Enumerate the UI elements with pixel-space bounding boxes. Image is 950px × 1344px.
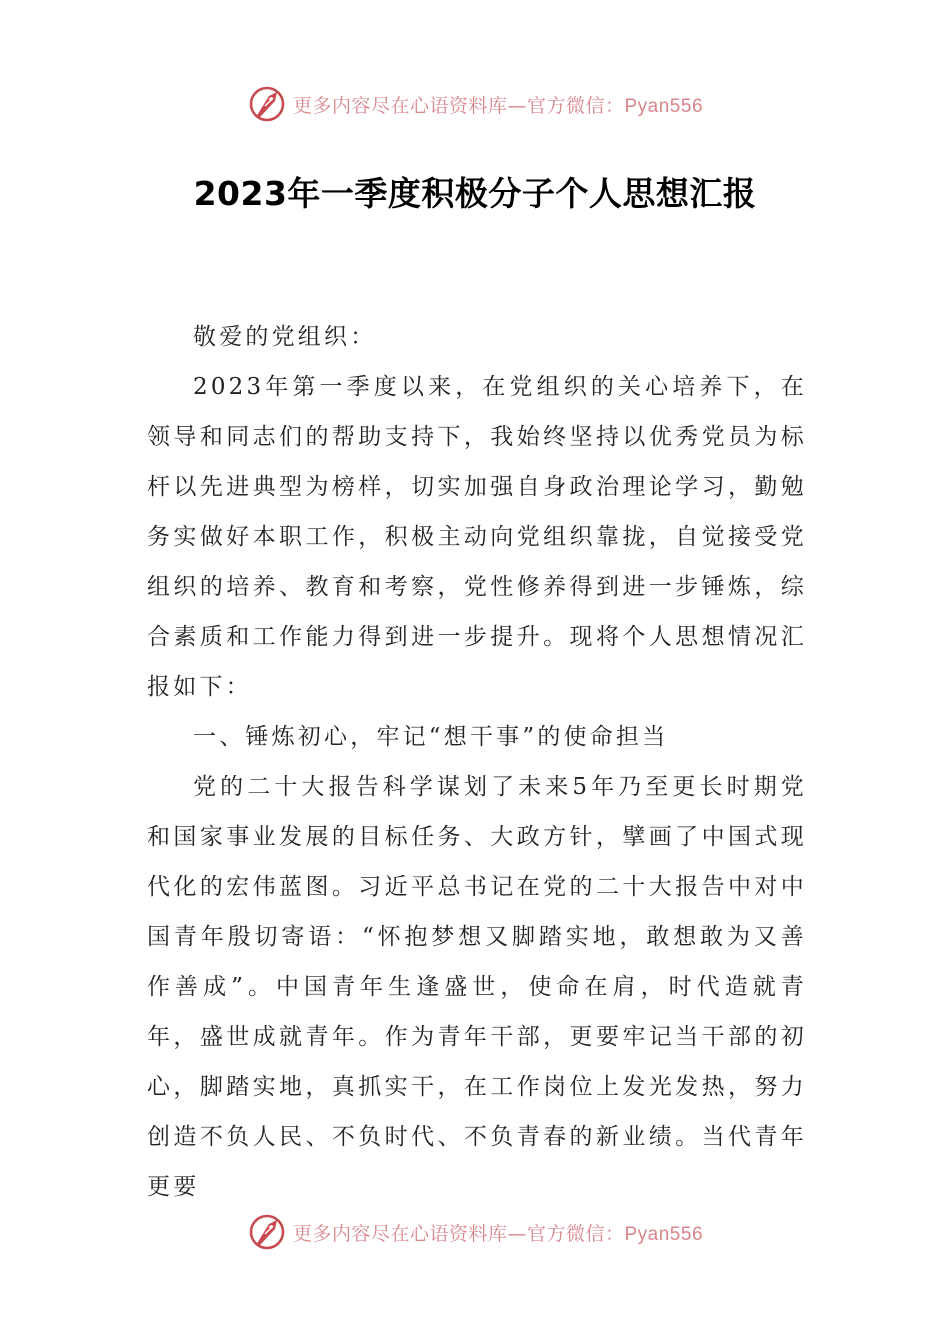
salutation: 敬爱的党组织： [193,324,377,350]
pen-nib-circle-icon [247,1212,287,1252]
watermark-header [0,82,950,126]
watermark-footer [0,1210,950,1254]
watermark-text: 更多内容尽在心语资料库—官方微信：Pyan556 [292,94,704,117]
paragraph-section-1: 党的二十大报告科学谋划了未来5年乃至更长时期党和国家事业发展的目标任务、大政方针，擘画了中国式现代化的宏伟蓝图。习近平总书记在党的二十大报告中对中国青年殷切寄语：“怀抱梦想又脚踏实地，敢想敢为又善作善成”。中国青年生逢盛世，使命在肩，时代造就青年，盛世成就青年。作为青年干部，更要牢记当干部的初心，脚踏实地，真抓实干，在工作岗位上发光发热，努力创造不负人民、不负时代、不负青春的新业绩。当代青年更要 [147,774,807,1200]
watermark-wechat-id: Pyan556 [624,1223,704,1245]
section-heading-1: 一、锤炼初心，牢记“想干事”的使命担当 [193,724,669,750]
document-body [147,312,807,1212]
watermark-wechat-id: Pyan556 [624,95,704,117]
document-title: 2023年一季度积极分子个人思想汇报 [193,174,757,213]
pen-nib-circle-icon [247,84,287,124]
watermark-text: 更多内容尽在心语资料库—官方微信：Pyan556 [292,1222,704,1245]
paragraph-intro: 2023年第一季度以来，在党组织的关心培养下，在领导和同志们的帮助支持下，我始终坚持以优秀党员为标杆以先进典型为榜样，切实加强自身政治理论学习，勤勉务实做好本职工作，积极主动向党组织靠拢，自觉接受党组织的培养、教育和考察，党性修养得到进一步锤炼，综合素质和工作能力得到进一步提升。现将个人思想情况汇报如下： [147,374,807,700]
